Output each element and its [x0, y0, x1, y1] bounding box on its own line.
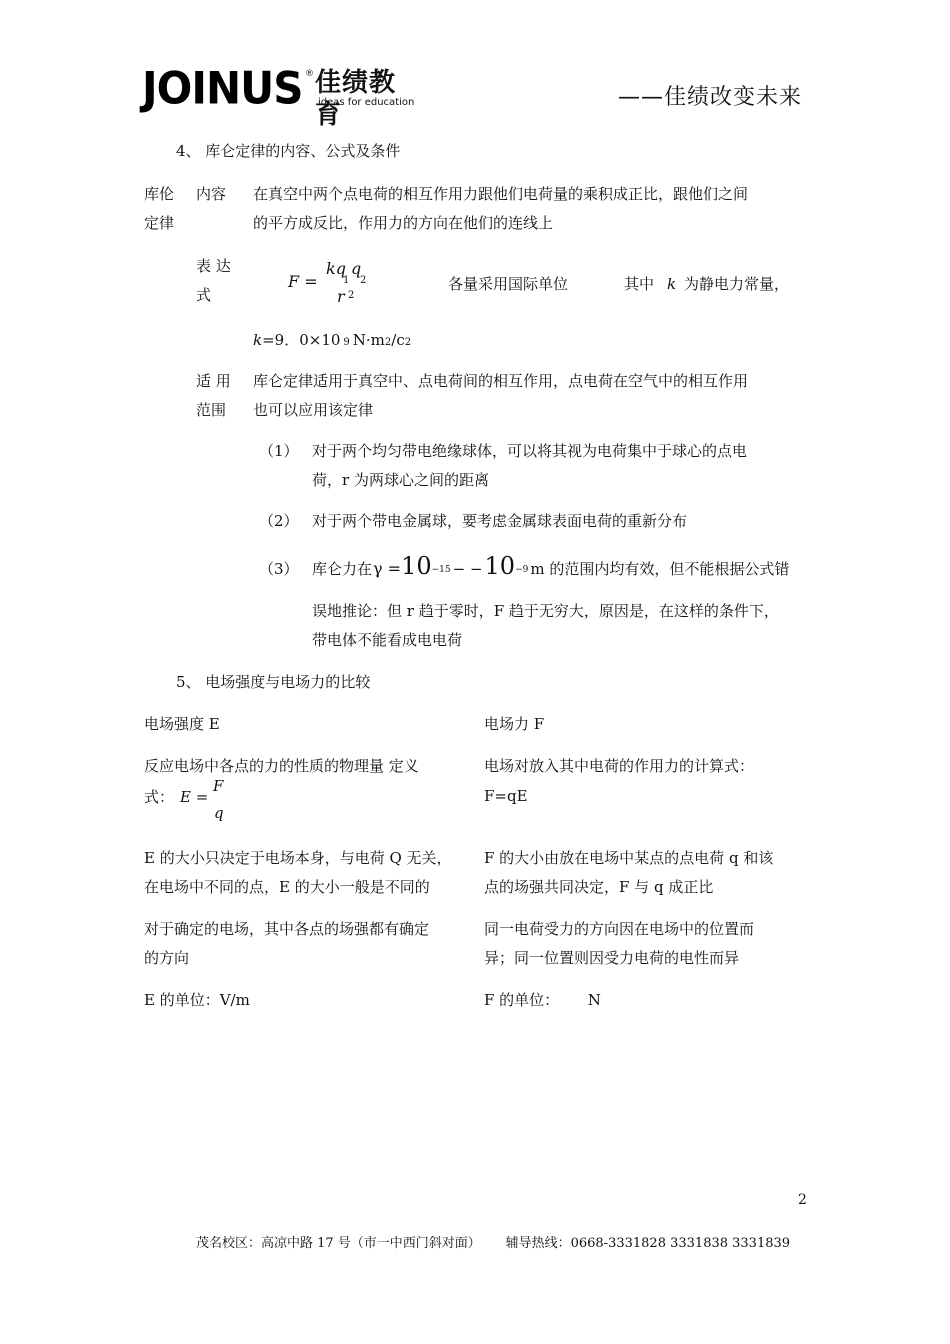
section4-heading: 4、 库仑定律的内容、公式及条件	[176, 142, 401, 160]
item-3-text-a: 库仑力在	[312, 560, 373, 578]
label-scope-2: 范围	[196, 401, 227, 419]
k-value-a: =9．0×10	[262, 331, 341, 349]
logo-chinese-name: 佳绩教育	[315, 68, 397, 130]
formula-sub-1: 1	[343, 275, 350, 286]
e-formula-denominator: q	[214, 804, 224, 822]
row-1-right-line-1: 电场对放入其中电荷的作用力的计算式：	[484, 757, 755, 775]
range-exp-2: −9	[515, 565, 529, 575]
content-line-2: 的平方成反比，作用力的方向在他们的连线上	[253, 214, 554, 232]
item-2-line-1: 对于两个带电金属球，要考虑金属球表面电荷的重新分布	[312, 512, 688, 530]
item-3-line-2: 误地推论：但 r 趋于零时，F 趋于无穷大，原因是，在这样的条件下，	[312, 602, 779, 620]
content-line-1: 在真空中两个点电荷的相互作用力跟他们电荷量的乘积成正比，跟他们之间	[253, 185, 749, 203]
col-left-header: 电场强度 E	[144, 715, 220, 733]
item-3-line-1	[312, 546, 789, 586]
k-value-c-exp: 2	[404, 337, 412, 348]
item-3-line-3: 带电体不能看成电电荷	[312, 631, 463, 649]
formula-numerator: kq q	[326, 259, 362, 278]
label-expression-2: 式	[196, 286, 212, 304]
formula-lhs: F =	[288, 272, 318, 291]
row-4-left: E 的单位：V/m	[144, 991, 250, 1009]
k-note-b: 为静电力常量，	[684, 275, 790, 293]
range-dash: − −	[452, 560, 483, 578]
label-coulomb-1: 库伦	[144, 185, 175, 203]
k-value-m-exp: 2	[384, 337, 392, 348]
label-content: 内容	[196, 185, 227, 203]
item-1-number: （1）	[259, 442, 299, 460]
col-right-header: 电场力 F	[484, 715, 545, 733]
formula-denominator: r	[337, 287, 345, 306]
scope-line-1: 库仑定律适用于真空中、点电荷间的相互作用，点电荷在空气中的相互作用	[253, 372, 749, 390]
e-formula-lhs: E =	[180, 788, 209, 806]
formula-den-exponent: 2	[348, 290, 355, 301]
k-note-a: 其中	[624, 275, 655, 293]
k-value-unit: N·m	[352, 331, 385, 349]
units-note: 各量采用国际单位	[448, 275, 569, 293]
row-2-right-line-1: F 的大小由放在电场中某点的点电荷 q 和该	[484, 849, 774, 867]
header-slogan: ——佳绩改变未来	[618, 85, 803, 110]
item-3-text-b: m 的范围内均有效，但不能根据公式错	[530, 560, 790, 578]
item-1-line-2: 荷，r 为两球心之间的距离	[312, 471, 489, 489]
row-1-left-line-2: 式：	[144, 788, 175, 806]
row-1-right-line-2: F=qE	[484, 787, 528, 805]
item-2-number: （2）	[259, 512, 299, 530]
item-1-line-1: 对于两个均匀带电绝缘球体，可以将其视为电荷集中于球心的点电	[312, 442, 748, 460]
row-2-right-line-2: 点的场强共同决定，F 与 q 成正比	[484, 878, 714, 896]
footer-contact: 茂名校区：高凉中路 17 号（市一中西门斜对面） 辅导热线：0668-3331828 3331838 3331839	[196, 1236, 791, 1251]
formula-sub-2: 2	[360, 275, 367, 286]
section5-heading: 5、 电场强度与电场力的比较	[176, 673, 371, 691]
row-3-right-line-2: 异；同一位置则因受力电荷的电性而异	[484, 949, 740, 967]
row-3-right-line-1: 同一电荷受力的方向因在电场中的位置而	[484, 920, 755, 938]
page-number: 2	[798, 1192, 807, 1208]
range-ten-1: 10	[401, 552, 432, 580]
item-3-number: （3）	[259, 560, 299, 578]
label-scope-1: 适 用	[196, 372, 231, 390]
range-ten-2: 10	[484, 552, 516, 580]
label-coulomb-2: 定律	[144, 214, 175, 232]
row-3-left-line-2: 的方向	[144, 949, 190, 967]
logo-text: JOINUS	[142, 62, 303, 115]
joinus-logo	[142, 62, 420, 130]
k-note-k: k	[667, 275, 677, 293]
k-value-exp: 9	[343, 337, 350, 348]
gamma-symbol: γ =	[373, 559, 402, 578]
e-formula-numerator: F	[213, 777, 224, 795]
row-2-left-line-2: 在电场中不同的点，E 的大小一般是不同的	[144, 878, 430, 896]
row-2-left-line-1: E 的大小只决定于电场本身，与电荷 Q 无关，	[144, 849, 452, 867]
k-value-c: /c	[391, 331, 405, 349]
scope-line-2: 也可以应用该定律	[253, 401, 374, 419]
row-1-left-line-1: 反应电场中各点的力的性质的物理量 定义	[144, 757, 419, 775]
label-expression-1: 表 达	[196, 257, 231, 275]
k-value	[253, 326, 411, 357]
logo-subtitle: ideas for education	[318, 97, 415, 108]
row-4-right: F 的单位： N	[484, 991, 601, 1009]
range-exp-1: −15	[431, 565, 451, 575]
k-symbol: k	[253, 331, 263, 349]
logo-registered-mark: ®	[305, 69, 314, 79]
row-3-left-line-1: 对于确定的电场，其中各点的场强都有确定	[144, 920, 430, 938]
